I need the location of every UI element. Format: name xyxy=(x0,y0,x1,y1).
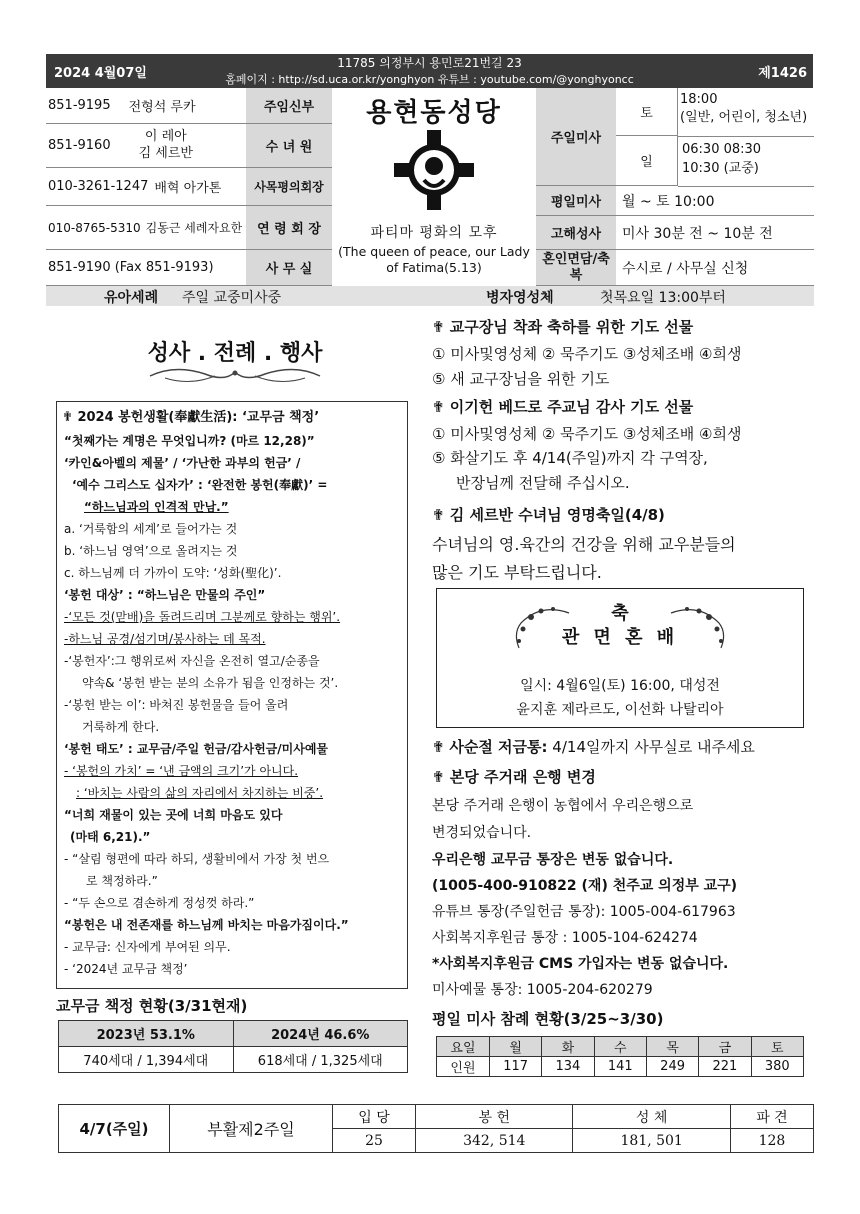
text-line: 변경되었습니다. xyxy=(432,825,532,841)
homepage-line: 홈페이지 : http://sd.uca.or.kr/yonghyon 유튜브 : youtube.com/@yonghyoncc xyxy=(225,73,634,86)
status-table xyxy=(58,1020,408,1073)
patron-kr: 파티마 평화의 모후 xyxy=(370,225,498,241)
notice-bar: 유아세례 주일 교중미사중 병자영성체 첫목요일 13:00부터 xyxy=(46,286,814,306)
text-line: -하느님 공경/섬기며/봉사하는 데 목적. xyxy=(64,632,266,646)
attendance-day: 요일 xyxy=(437,1037,490,1057)
divider xyxy=(678,136,814,137)
text-line: ‘예수 그리스도 십자가’ : ‘완전한 봉헌(奉獻)’ = xyxy=(72,478,328,492)
text-line: ① 미사및영성체 ② 묵주기도 ③성체조배 ④희생 xyxy=(432,425,742,443)
header-bar xyxy=(46,54,813,88)
address: 11785 의정부시 용민로21번길 23 xyxy=(337,56,522,70)
attendance-day: 월 xyxy=(489,1037,541,1057)
heading-thanks-prayer: ✟ 이기헌 베드로 주교님 감사 기도 선물 xyxy=(432,398,694,416)
footer-header: 입 당 xyxy=(333,1105,416,1129)
cross-icon: ✟ xyxy=(432,506,450,524)
text-line: “봉헌은 내 전존재를 하느님께 바치는 마음가짐이다.” xyxy=(64,918,349,932)
attendance-count: 117 xyxy=(489,1057,541,1077)
contact-row-4: 010-8765-5310 김동근 세례자요한 xyxy=(46,206,246,250)
footer-value: 342, 514 xyxy=(416,1129,573,1153)
text-line: (마태 6,21).” xyxy=(70,830,151,844)
heading-feast: ✟ 김 세르반 수녀님 영명축일(4/8) xyxy=(432,506,665,524)
heading-bank-change: ✟ 본당 주거래 은행 변경 xyxy=(432,768,596,786)
text-line: “하느님과의 인격적 만남.” xyxy=(84,500,229,514)
attendance-count: 221 xyxy=(699,1057,751,1077)
text-line: *사회복지후원금 CMS 가입자는 변동 없습니다. xyxy=(432,956,729,972)
wedding-time: 일시: 4월6일(토) 16:00, 대성전 xyxy=(520,678,720,694)
text-line: -‘봉헌자’:그 행위로써 자신을 온전히 열고/순종을 xyxy=(64,654,320,668)
attendance-count: 인원 xyxy=(437,1057,490,1077)
wedding-couple: 윤지훈 제라르도, 이선화 나탈리아 xyxy=(516,702,724,718)
footer-value: 25 xyxy=(333,1129,416,1153)
weekday-mass-time: 월 ~ 토 10:00 xyxy=(616,186,814,216)
text-line: - “살림 형편에 따라 하되, 생활비에서 가장 첫 번으 xyxy=(64,852,330,866)
text-line: 본당 주거래 은행이 농협에서 우리은행으로 xyxy=(432,798,694,814)
confession-time: 미사 30분 전 ~ 10분 전 xyxy=(616,216,814,250)
text-line: ⑤ 화살기도 후 4/14(주일)까지 각 구역장, xyxy=(432,449,708,467)
wedding-title: 관 면 혼 배 xyxy=(561,627,679,648)
contact-row-1: 851-9195 전형석 루카 xyxy=(46,88,246,124)
role-funeral: 연 령 회 장 xyxy=(246,206,332,250)
lent-coinbox-notice: ✟ 사순절 저금통: 4/14일까지 사무실로 내주세요 xyxy=(432,738,755,756)
sat-time-block: 18:00 (일반, 어린이, 청소년) xyxy=(680,92,808,126)
footer-header: 파 견 xyxy=(730,1105,813,1129)
sun-time-block: 06:30 08:30 10:30 (교중) xyxy=(682,142,762,176)
wedding-chuk: 축 xyxy=(611,603,629,624)
role-office: 사 무 실 xyxy=(246,250,332,286)
ornament-icon xyxy=(145,364,325,386)
wedding-box xyxy=(436,588,804,728)
footer-feast: 부활제2주일 xyxy=(170,1105,333,1153)
text-line: b. ‘하느님 영역’으로 올려지는 것 xyxy=(64,544,238,558)
text-line: “첫째가는 계명은 무엇입니까? (마르 12,28)” xyxy=(64,434,315,448)
contact-row-2: 851-9160 이 레아 김 세르반 xyxy=(46,124,246,168)
cross-icon: ✟ xyxy=(432,738,450,756)
sat-label: 토 xyxy=(616,88,678,136)
text-line: -‘봉헌 받는 이’: 바쳐진 봉헌물을 들어 올려 xyxy=(64,698,289,712)
text-line: 우리은행 교무금 통장은 변동 없습니다. xyxy=(432,852,674,868)
footer-value: 128 xyxy=(730,1129,813,1153)
text-line: - ‘봉헌의 가치’ = ‘낸 금액의 크기’가 아니다. xyxy=(64,764,299,778)
footer-value: 181, 501 xyxy=(573,1129,730,1153)
text-line: ‘카인&아벨의 제물’ / ‘가난한 과부의 헌금’ / xyxy=(64,456,301,470)
text-line: c. 하느님께 더 가까이 도약: ‘성화(聖化)’. xyxy=(64,566,282,580)
text-line: 유튜브 통장(주일헌금 통장): 1005-004-617963 xyxy=(432,904,736,920)
attendance-count: 380 xyxy=(751,1057,803,1077)
text-line: - “두 손으로 겸손하게 정성껏 하라.” xyxy=(64,896,255,910)
church-emblem-icon xyxy=(394,130,474,210)
status-header: 2023년 53.1% xyxy=(59,1021,234,1047)
status-title: 교무금 책정 현황(3/31현재) xyxy=(56,997,248,1015)
text-line: “너희 재물이 있는 곳에 너희 마음도 있다 xyxy=(64,808,283,822)
text-line: 많은 기도 부탁드립니다. xyxy=(432,563,602,582)
attendance-count: 134 xyxy=(542,1057,594,1077)
attendance-day: 수 xyxy=(594,1037,646,1057)
text-line: ‘봉헌 대상’ : “하느님은 만물의 주인” xyxy=(64,588,266,602)
weekday-mass-label: 평일미사 xyxy=(536,186,616,216)
attendance-day: 토 xyxy=(751,1037,803,1057)
text-line: - ‘2024년 교무금 책정’ xyxy=(64,962,188,976)
attendance-title: 평일 미사 참례 현황(3/25~3/30) xyxy=(432,1010,664,1028)
issue-date: 2024 4월07일 xyxy=(54,66,147,81)
role-pastor: 주임신부 xyxy=(246,88,332,124)
text-line: 사회복지후원금 통장 : 1005-104-624274 xyxy=(432,930,698,946)
text-line: 로 책정하라.” xyxy=(86,874,158,888)
sunday-stats-table xyxy=(58,1104,814,1153)
offering-box-title: ✟ 2024 봉헌생활(奉獻生活): ‘교무금 책정’ xyxy=(62,410,320,425)
footer-date: 4/7(주일) xyxy=(59,1105,170,1153)
text-line: 약속& ‘봉헌 받는 분의 소유가 됨을 인정하는 것’. xyxy=(82,676,339,690)
cross-icon: ✟ xyxy=(432,768,450,786)
text-line: -‘모든 것(맏배)을 돌려드리며 그분께로 향하는 행위’. xyxy=(64,610,341,624)
attendance-table xyxy=(436,1036,804,1077)
text-line: ⑤ 새 교구장님을 위한 기도 xyxy=(432,370,610,388)
attendance-count: 141 xyxy=(594,1057,646,1077)
attendance-day: 목 xyxy=(646,1037,698,1057)
section-title: 성사 . 전례 . 행사 xyxy=(147,341,323,366)
confession-label: 고해성사 xyxy=(536,216,616,250)
text-line: a. ‘거룩함의 세계’로 들어가는 것 xyxy=(64,522,238,536)
cross-icon: ✟ xyxy=(432,318,450,336)
issue-number: 제1426 xyxy=(758,66,807,81)
text-line: : ‘바치는 사람의 삶의 자리에서 차지하는 비중’. xyxy=(76,786,324,800)
contact-row-3: 010-3261-1247 배혁 아가톤 xyxy=(46,168,246,206)
church-center xyxy=(332,88,537,287)
footer-header: 봉 헌 xyxy=(416,1105,573,1129)
patron-en: (The queen of peace, our Lady of Fatima(5.13) xyxy=(338,244,530,276)
cross-icon: ✟ xyxy=(432,398,450,416)
text-line: 거룩하게 한다. xyxy=(82,720,160,734)
sun-label: 일 xyxy=(616,136,678,186)
text-line: ① 미사및영성체 ② 묵주기도 ③성체조배 ④희생 xyxy=(432,345,742,363)
heading-bishop-prayer: ✟ 교구장님 착좌 축하를 위한 기도 선물 xyxy=(432,318,694,336)
marriage-text: 수시로 / 사무실 신청 xyxy=(616,250,814,286)
footer-header: 성 체 xyxy=(573,1105,730,1129)
role-convent: 수 녀 원 xyxy=(246,124,332,168)
marriage-label: 혼인면담/축복 xyxy=(536,250,616,286)
church-name: 용현동성당 xyxy=(366,98,502,128)
status-value: 618세대 / 1,325세대 xyxy=(233,1047,408,1073)
cross-icon: ✟ xyxy=(62,410,73,425)
text-line: ‘봉헌 태도’ : 교무금/주일 헌금/감사헌금/미사예물 xyxy=(64,742,329,756)
text-line: - 교무금: 신자에게 부여된 의무. xyxy=(64,940,231,954)
text-line: 수녀님의 영.육간의 건강을 위해 교우분들의 xyxy=(432,535,736,554)
sunday-mass-label: 주일미사 xyxy=(536,88,616,186)
text-line: 미사예물 통장: 1005-204-620279 xyxy=(432,982,653,998)
attendance-count: 249 xyxy=(646,1057,698,1077)
attendance-day: 화 xyxy=(542,1037,594,1057)
text-line: (1005-400-910822 (재) 천주교 의정부 교구) xyxy=(432,878,738,894)
attendance-day: 금 xyxy=(699,1037,751,1057)
text-line: 반장님께 전달해 주십시오. xyxy=(456,474,630,492)
contact-row-5: 851-9190 (Fax 851-9193) xyxy=(46,250,246,286)
status-header: 2024년 46.6% xyxy=(233,1021,408,1047)
role-council: 사목평의회장 xyxy=(246,168,332,206)
status-value: 740세대 / 1,394세대 xyxy=(59,1047,234,1073)
